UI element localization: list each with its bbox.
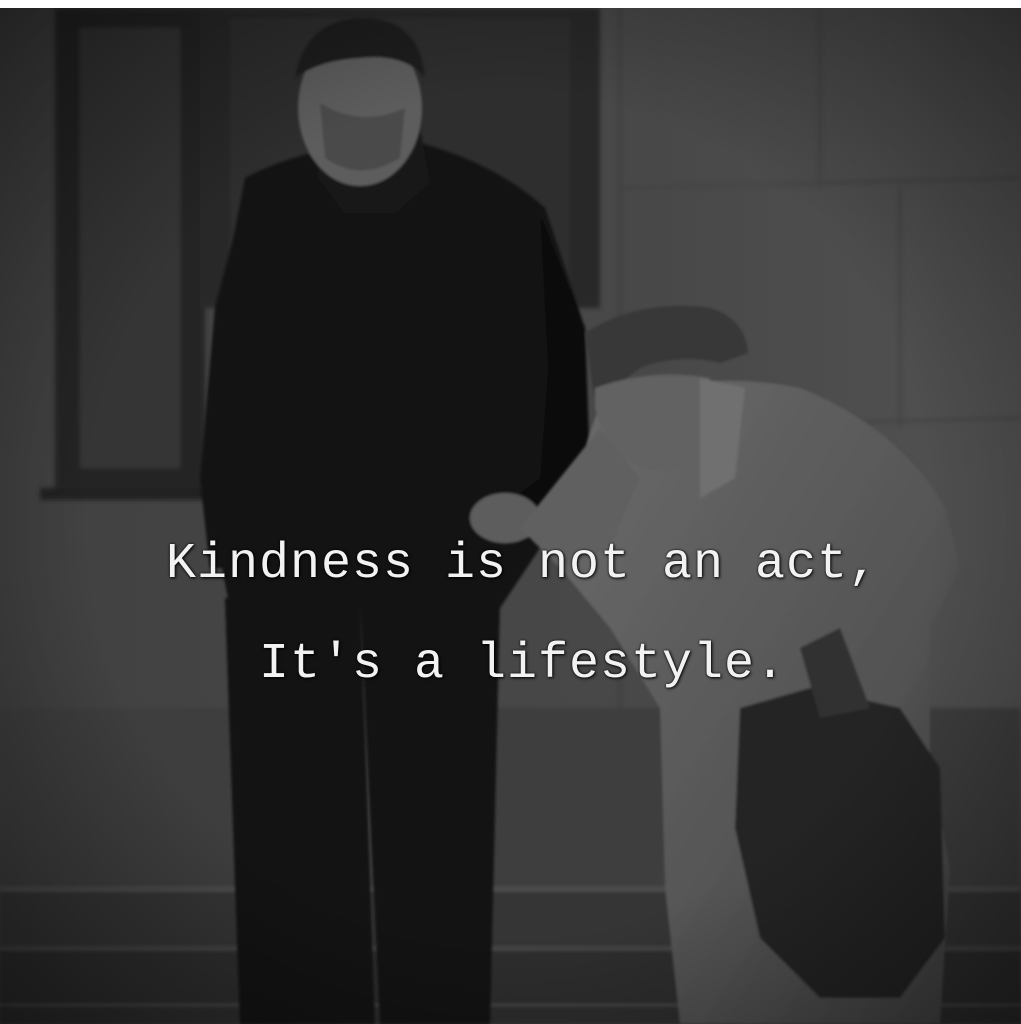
vignette-overlay — [0, 8, 1021, 1024]
quote-line-1: Kindness is not an act, — [165, 536, 880, 593]
photo-scene — [0, 8, 1021, 1024]
photo-frame — [0, 8, 1021, 1024]
quote-line-2: It's a lifestyle. — [258, 636, 787, 693]
